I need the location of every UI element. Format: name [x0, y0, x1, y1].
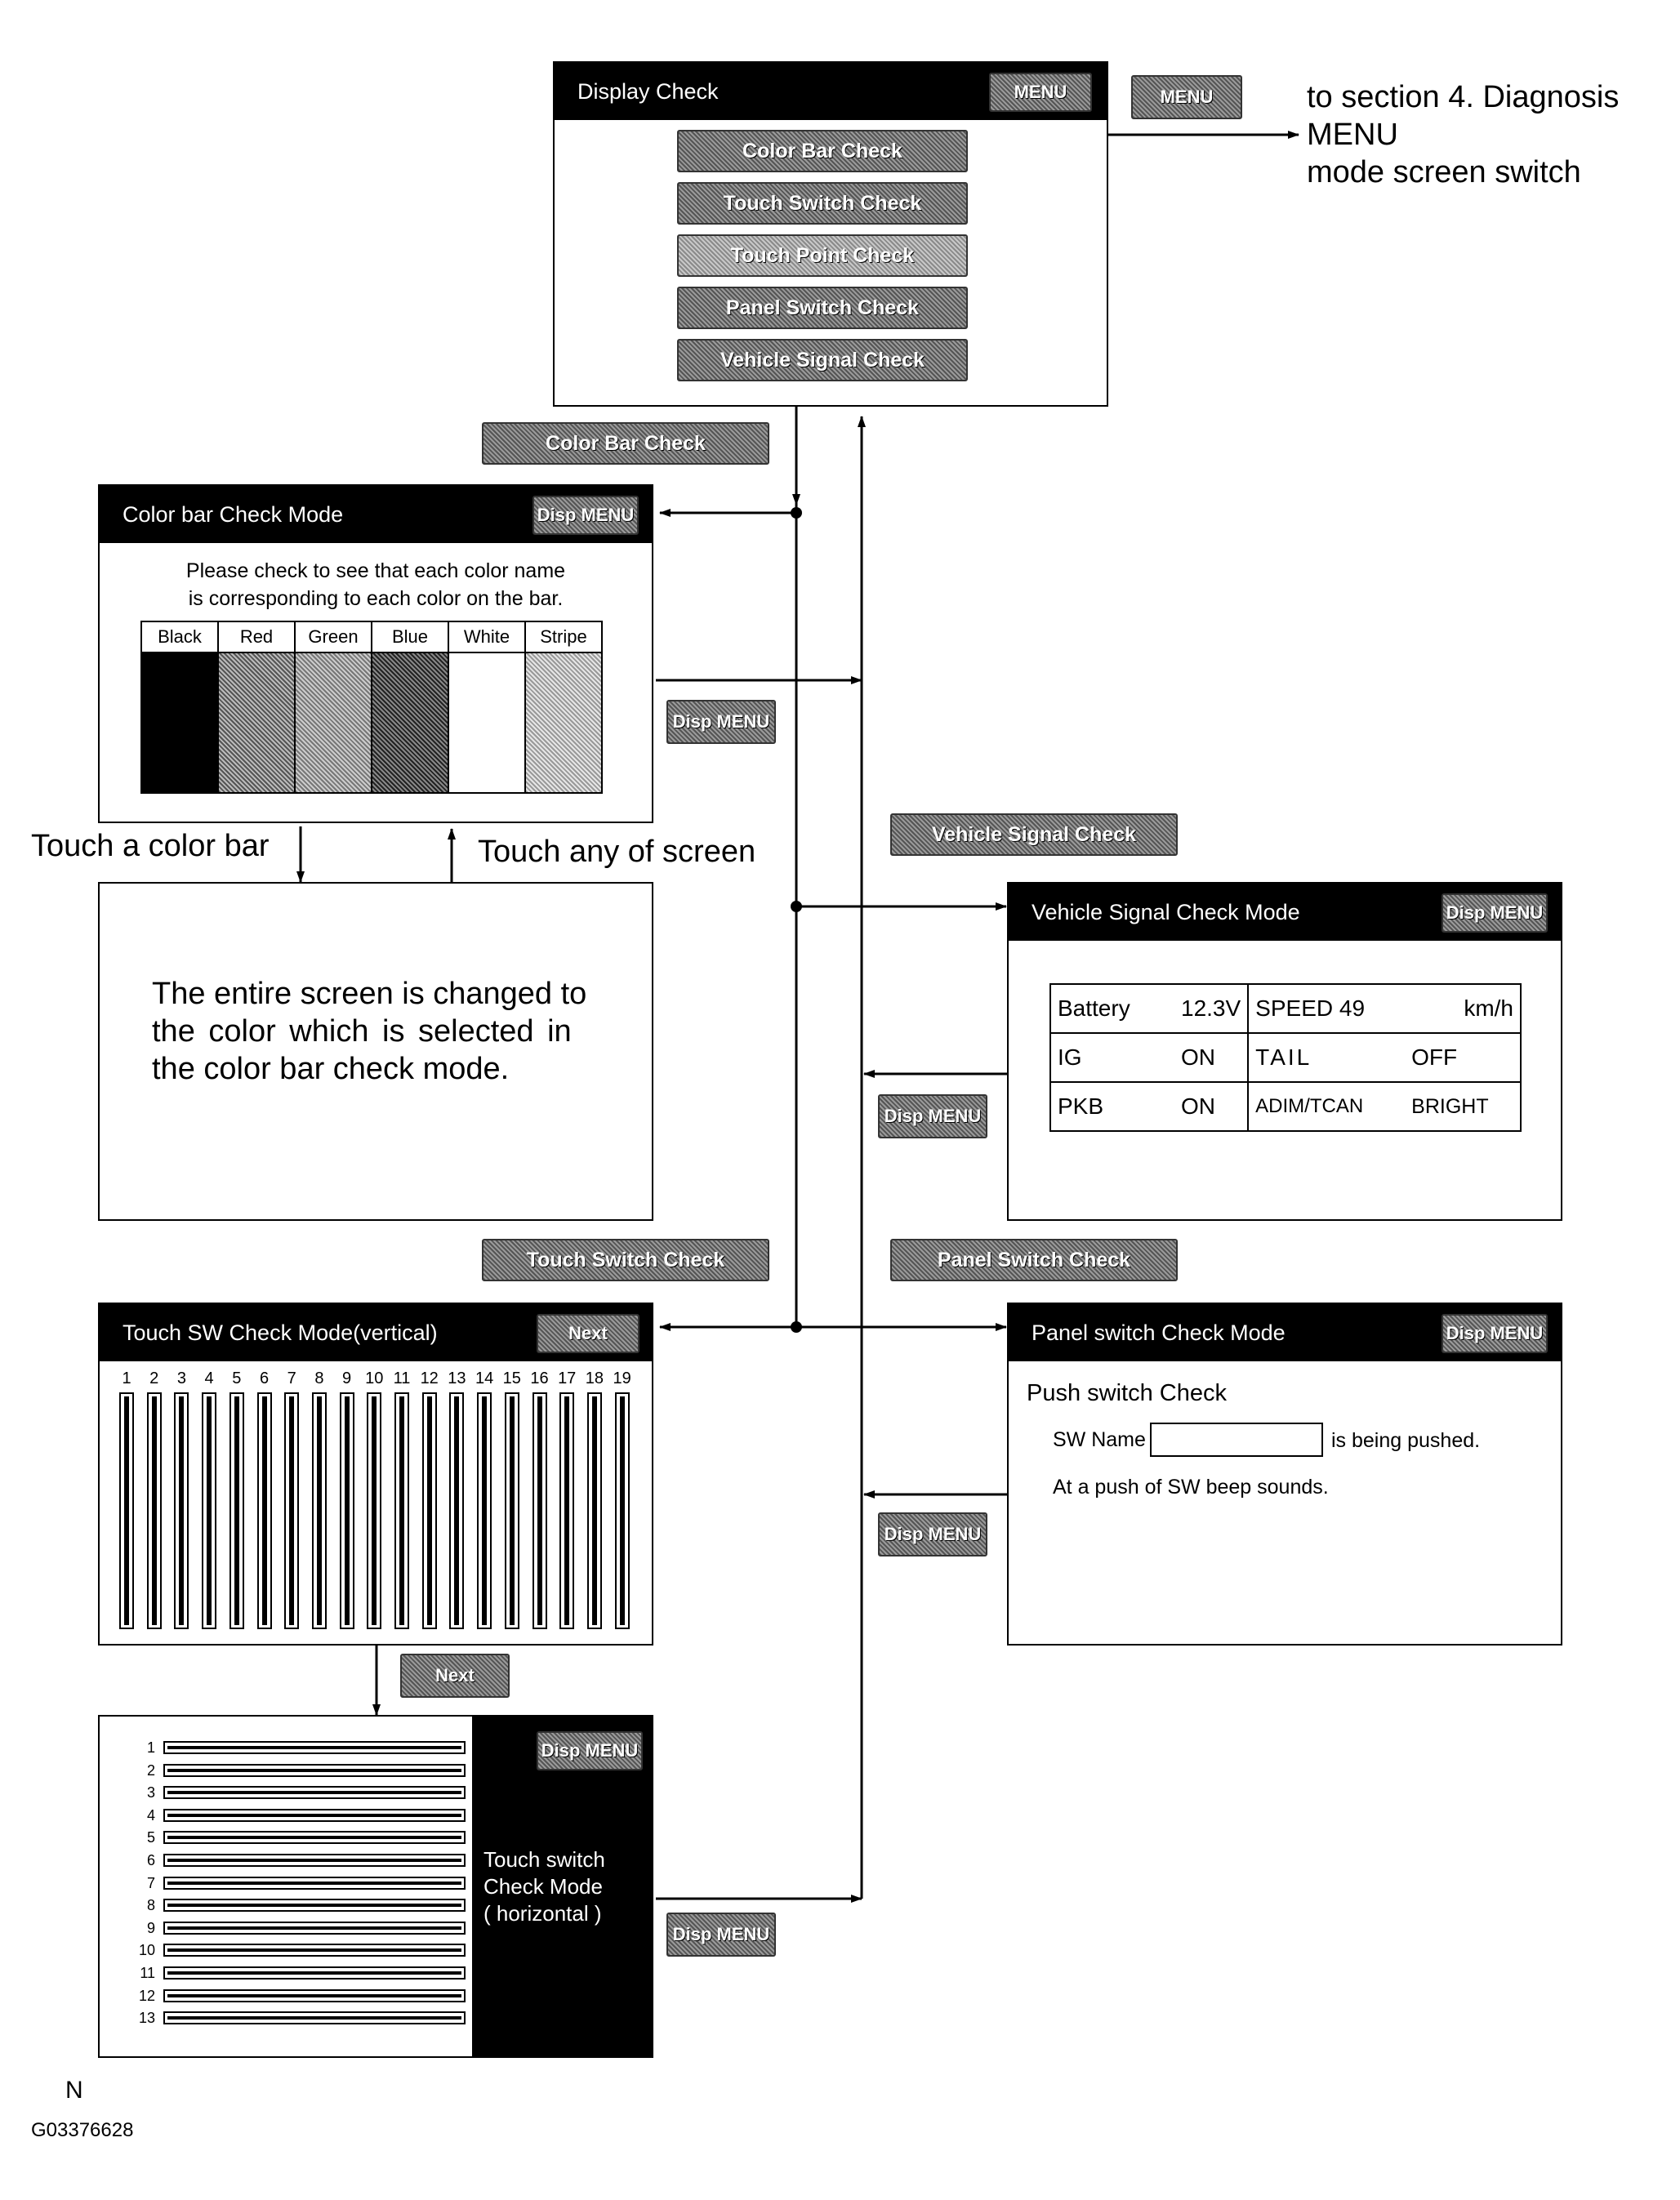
touch-h-number: 12: [138, 1987, 155, 2004]
color-bar-stripe[interactable]: [526, 622, 601, 792]
vehicle-row-pkb: [1050, 1082, 1521, 1131]
touch-v-number: 6: [259, 1369, 270, 1387]
touch-h-switch-bar[interactable]: [163, 1877, 466, 1890]
touch-v-switch-bar[interactable]: [533, 1392, 547, 1629]
color-bar-check-button[interactable]: Color Bar Check: [677, 130, 968, 172]
touch-v-number: 11: [393, 1369, 411, 1387]
touch-v-number: 8: [314, 1369, 324, 1387]
touch-switch-check-transition: Touch Switch Check: [482, 1239, 769, 1281]
vehicle-signal-title: Vehicle Signal Check Mode: [1032, 899, 1300, 924]
vehicle-signal-check-transition: Vehicle Signal Check: [890, 813, 1178, 856]
touch-h-number: 4: [146, 1806, 155, 1824]
touch-v-title: Touch SW Check Mode(vertical): [123, 1320, 438, 1345]
color-bar-title: Color bar Check Mode: [123, 501, 344, 527]
touch-h-switch-bar[interactable]: [163, 1809, 466, 1822]
vehicle-signal-table: [1049, 983, 1522, 1132]
vehicle-cell: ON: [1174, 1082, 1248, 1131]
touch-h-number: 13: [138, 2010, 155, 2027]
touch-h-number: 9: [146, 1919, 155, 1936]
touch-v-switch-bar[interactable]: [174, 1392, 189, 1629]
diagnosis-note-3: mode screen switch: [1307, 155, 1581, 189]
touch-v-number: 19: [613, 1369, 631, 1387]
footer-n: N: [65, 2077, 83, 2104]
touch-v-switch-bar[interactable]: [477, 1392, 492, 1629]
color-bar-instruction-1: Please check to see that each color name: [185, 559, 566, 582]
vehicle-cell: SPEED 49: [1248, 984, 1405, 1033]
vehicle-cell: OFF: [1405, 1033, 1521, 1082]
touch-v-number: 2: [149, 1369, 159, 1387]
touch-v-switch-bar[interactable]: [587, 1392, 602, 1629]
color-name-white: White: [449, 622, 524, 653]
touch-color-bar-label: Touch a color bar: [31, 829, 270, 863]
menu-button[interactable]: MENU: [989, 73, 1092, 112]
vehicle-cell: BRIGHT: [1405, 1082, 1521, 1131]
color-name-stripe: Stripe: [526, 622, 601, 653]
touch-h-number: 7: [146, 1874, 155, 1891]
colorbar-disp-menu-transition: Disp MENU: [666, 700, 776, 744]
touch-h-number: 10: [138, 1942, 155, 1959]
touch-v-number: 16: [530, 1369, 549, 1387]
touch-h-label-3: ( horizontal ): [484, 1901, 602, 1926]
panel-disp-menu-button[interactable]: Disp MENU: [1442, 1314, 1548, 1353]
color-name-red: Red: [219, 622, 294, 653]
touch-h-switch-bar[interactable]: [163, 1922, 466, 1935]
touch-v-number: 18: [585, 1369, 604, 1387]
touch-v-number: 13: [448, 1369, 466, 1387]
display-check-screen: [553, 61, 1108, 407]
touch-v-number: 12: [420, 1369, 439, 1387]
color-bar-screen: [98, 484, 653, 823]
color-name-black: Black: [142, 622, 217, 653]
touch-v-switch-bar[interactable]: [449, 1392, 464, 1629]
touch-h-number: 1: [146, 1739, 155, 1756]
touch-h-switch-bar[interactable]: [163, 1741, 466, 1754]
vehicle-cell: TAIL: [1248, 1033, 1405, 1082]
touch-v-number: 5: [232, 1369, 242, 1387]
touch-v-number: 9: [342, 1369, 352, 1387]
touch-h-switch-bar[interactable]: [163, 1899, 466, 1912]
color-bar-red[interactable]: [219, 622, 296, 792]
touch-h-switch-bar[interactable]: [163, 2011, 466, 2024]
figure-code: G03376628: [31, 2119, 134, 2141]
next-transition: Next: [400, 1654, 510, 1698]
touch-h-switch-bar[interactable]: [163, 1854, 466, 1867]
panel-switch-check-button[interactable]: Panel Switch Check: [677, 287, 968, 329]
touch-v-number: 15: [502, 1369, 521, 1387]
display-check-title: Display Check: [577, 78, 719, 104]
panel-switch-screen: [1007, 1303, 1562, 1646]
full-color-line-1: The entire screen is changed to: [152, 977, 587, 1011]
touch-sw-vertical-screen: [98, 1303, 653, 1646]
external-menu-button[interactable]: MENU: [1131, 75, 1242, 119]
touch-v-switch-bar[interactable]: [340, 1392, 354, 1629]
touch-v-switch-bar[interactable]: [202, 1392, 216, 1629]
panel-heading: Push switch Check: [1027, 1380, 1227, 1406]
vehicle-cell: PKB: [1050, 1082, 1174, 1131]
touch-h-switch-bar[interactable]: [163, 1764, 466, 1777]
touch-v-switch-bar[interactable]: [367, 1392, 381, 1629]
touch-h-disp-menu-transition: Disp MENU: [666, 1913, 776, 1957]
color-bar-check-transition: Color Bar Check: [482, 422, 769, 465]
color-bar-blue[interactable]: [372, 622, 449, 792]
touch-v-number: 4: [204, 1369, 214, 1387]
panel-disp-menu-transition: Disp MENU: [878, 1512, 987, 1556]
color-bar-instruction-2: is corresponding to each color on the bar.: [188, 587, 564, 610]
vehicle-cell: IG: [1050, 1033, 1174, 1082]
full-color-line-3: the color bar check mode.: [152, 1052, 510, 1086]
sw-name-field: [1150, 1423, 1323, 1457]
touch-v-number: 3: [176, 1369, 186, 1387]
touch-h-switch-bar[interactable]: [163, 1944, 466, 1957]
touch-v-switch-bar[interactable]: [422, 1392, 437, 1629]
vehicle-cell: km/h: [1405, 984, 1521, 1033]
touch-h-label-1: Touch switch: [484, 1847, 605, 1872]
touch-h-label-2: Check Mode: [484, 1874, 603, 1899]
panel-switch-check-transition: Panel Switch Check: [890, 1239, 1178, 1281]
touch-v-switch-bar[interactable]: [505, 1392, 519, 1629]
touch-v-number: 17: [558, 1369, 577, 1387]
touch-h-number: 3: [146, 1784, 155, 1801]
sw-name-label: SW Name: [1053, 1428, 1146, 1451]
color-name-green: Green: [296, 622, 371, 653]
touch-v-switch-bar[interactable]: [119, 1392, 134, 1629]
touch-h-number: 8: [146, 1897, 155, 1914]
touch-v-switch-bar[interactable]: [284, 1392, 299, 1629]
vehicle-row-ig: [1050, 1033, 1521, 1082]
vehicle-disp-menu-transition: Disp MENU: [878, 1094, 987, 1138]
vehicle-cell: ON: [1174, 1033, 1248, 1082]
touch-h-bars: [116, 1741, 459, 2043]
touch-sw-horizontal-screen: [98, 1715, 653, 2058]
touch-h-switch-bar[interactable]: [163, 1786, 466, 1799]
touch-any-screen-label: Touch any of screen: [478, 835, 756, 869]
vehicle-row-battery: [1050, 984, 1521, 1033]
touch-v-switch-bar[interactable]: [559, 1392, 574, 1629]
touch-v-number: 14: [475, 1369, 494, 1387]
touch-v-switch-bar[interactable]: [229, 1392, 244, 1629]
touch-v-switch-bar[interactable]: [312, 1392, 327, 1629]
full-color-line-2: the color which is selected in: [152, 1014, 572, 1049]
touch-h-disp-menu-button[interactable]: Disp MENU: [537, 1731, 643, 1770]
color-bar-grid: [140, 621, 603, 794]
color-bar-white[interactable]: [449, 622, 526, 792]
being-pushed-text: is being pushed.: [1331, 1429, 1481, 1452]
touch-h-number: 11: [140, 1965, 155, 1981]
vehicle-disp-menu-button[interactable]: Disp MENU: [1442, 893, 1548, 933]
diagnosis-note-2: MENU: [1307, 118, 1398, 152]
diagnosis-note-1: to section 4. Diagnosis: [1307, 80, 1620, 114]
touch-v-switch-bar[interactable]: [394, 1392, 409, 1629]
vehicle-signal-screen: [1007, 882, 1562, 1221]
touch-h-switch-bar[interactable]: [163, 1966, 466, 1980]
touch-switch-check-button[interactable]: Touch Switch Check: [677, 182, 968, 225]
touch-v-number: 1: [122, 1369, 131, 1387]
touch-h-number: 2: [146, 1761, 155, 1779]
touch-h-switch-bar[interactable]: [163, 1989, 466, 2002]
vehicle-cell: 12.3V: [1174, 984, 1248, 1033]
color-bar-black[interactable]: [142, 622, 219, 792]
vehicle-signal-check-button[interactable]: Vehicle Signal Check: [677, 339, 968, 381]
color-name-blue: Blue: [372, 622, 448, 653]
touch-v-switch-bar[interactable]: [147, 1392, 162, 1629]
touch-h-switch-bar[interactable]: [163, 1831, 466, 1844]
touch-v-switch-bar[interactable]: [615, 1392, 630, 1629]
touch-v-number: 10: [365, 1369, 384, 1387]
touch-v-next-button[interactable]: Next: [537, 1314, 639, 1353]
touch-point-check-button[interactable]: Touch Point Check: [677, 234, 968, 277]
touch-v-bars: [119, 1369, 642, 1635]
touch-v-switch-bar[interactable]: [257, 1392, 272, 1629]
color-bar-green[interactable]: [296, 622, 372, 792]
touch-h-number: 6: [146, 1852, 155, 1868]
vehicle-cell: ADIM/TCAN: [1248, 1082, 1405, 1131]
panel-title: Panel switch Check Mode: [1032, 1320, 1286, 1345]
beep-text: At a push of SW beep sounds.: [1053, 1476, 1329, 1499]
vehicle-cell: Battery: [1050, 984, 1174, 1033]
touch-v-number: 7: [287, 1369, 296, 1387]
full-color-screen[interactable]: [98, 882, 653, 1221]
color-bar-disp-menu-button[interactable]: Disp MENU: [533, 496, 639, 535]
touch-h-number: 5: [146, 1829, 155, 1846]
